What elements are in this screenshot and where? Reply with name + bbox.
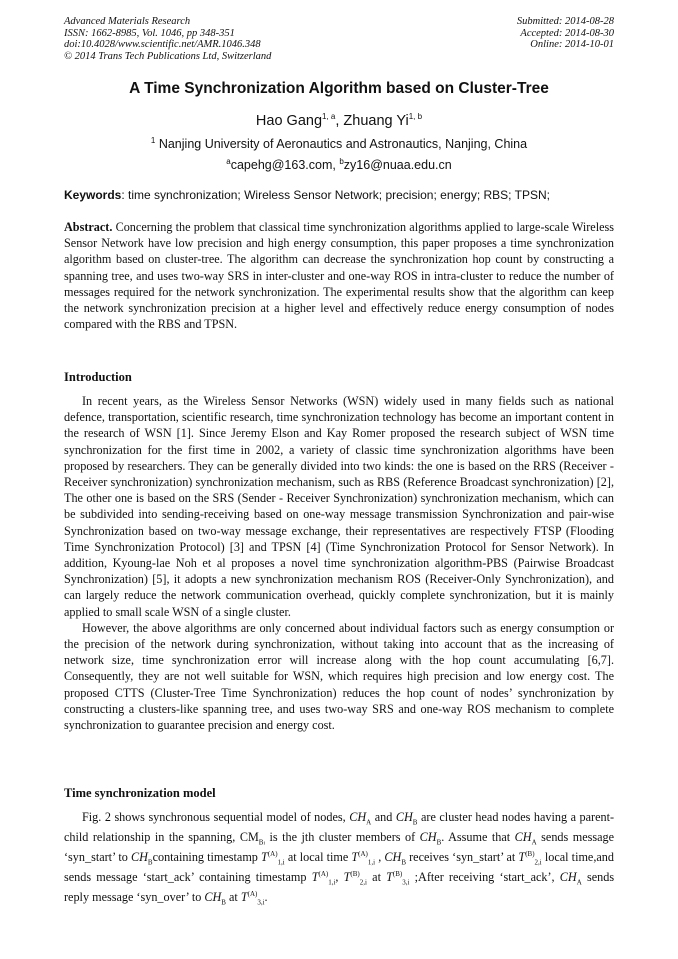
journal-copyright: © 2014 Trans Tech Publications Ltd, Switzerland: [64, 50, 272, 62]
symbol-ch-a: $CH_A$: [349, 810, 372, 827]
model-body: [64, 807, 614, 907]
affiliation-text: Nanjing University of Aeronautics and Astronautics, Nanjing, China: [158, 137, 528, 151]
journal-doi: doi:10.4028/www.scientific.net/AMR.1046.348: [64, 39, 261, 50]
online-date: Online: 2014-10-01: [530, 39, 614, 50]
email-list: $^a$capehg@163.com, $^b$zy16@nuaa.edu.cn: [226, 156, 452, 172]
abstract-text: Concerning the problem that classical time synchronization algorithms applied to large-scale Wireless Sensor Network have low precision and high energy consumption, this paper proposes a time synchronization algorithm based on cluster-tree. The algorithm can decrease the synchronization hop count by constructing a spanning tree, and uses two-way SRS in inter-cluster and one-way ROS in intra-cluster to reduce the number of messages required for the network synchronization. The experimental results show that the algorithm can keep the network synchronization precision at a higher level and effectively reduce energy consumption of nodes compared with the RBS and TPSN.: [64, 220, 614, 332]
keywords-label: Keywords: [64, 188, 122, 202]
symbol-t3-b: $T^{(B)}_{3,i}$: [386, 869, 410, 887]
introduction-body: [64, 393, 614, 733]
abstract: [64, 219, 614, 332]
author-sup: 1, a: [322, 112, 336, 122]
section-heading-model: Time synchronization model: [64, 786, 216, 800]
symbol-t3-a: $T^{(A)}_{3,i}$: [240, 889, 265, 907]
author-name: Zhuang Yi: [343, 113, 409, 129]
journal-header: [64, 16, 271, 62]
journal-name: Advanced Materials Research: [64, 16, 191, 27]
affiliation: [0, 137, 678, 151]
journal-issn: ISSN: 1662-8985, Vol. 1046, pp 348-351: [64, 27, 235, 39]
paragraph: In recent years, as the Wireless Sensor Networks (WSN) widely used in many fields such as national defence, transportation, scientific research, time synchronization technology has become an important content in the research of WSN [1]. Since Jeremy Elson and Kay Romer proposed the research subject of WSN time synchronization for the first time in 2002, a variety of classic time synchronization algorithms have been proposed by researchers. They can be generally divided into two kinds: the one is based on the RRS (Receiver - Receiver synchronization) synchronization mechanism, such as RBS (Reference Broadcast synchronization) [2], The other one is based on the SRS (Sender - Receiver Synchronization) synchronization mechanism, which can be subdivided into sending-receiving based on one-way message transmission Synchronization and pair-wise Synchronization based on two-way message exchange, their representatives are respectively FTSP (Flooding Time Synchronization Protocol) [3] and TPSN [4] (Time Synchronization Protocol for Sensor Network). In addition, Kyoung-lae Noh et al proposes a novel time synchronization algorithm-PBS (Pairwise Broadcast Synchronization) [5], it adopts a new synchronization mechanism ROS (Receiver-Only Synchronization), and can largely reduce the network communication overhead, quickly complete synchronization, but it is mainly applied to small scale WSN of a single cluster.: [64, 394, 614, 619]
keywords-text: : time synchronization; Wireless Sensor Network; precision; energy; RBS; TPSN;: [121, 188, 550, 202]
paragraph: However, the above algorithms are only concerned about individual factors such as energy consumption or the precision of the network during synchronization, without taking into account that as the increasing of network size, time synchronization error will increase along with the hop count accumulating [6,7]. Consequently, they are not well suitable for WSN, which requires high precision and low energy cost. The proposed CTTS (Cluster-Tree Time Synchronization) reduces the hop count of nodes’ synchronization by constructing a clusters-like spanning tree, and uses two-way SRS and one-way ROS mechanism to complete synchronization to guarantee precision and energy cost.: [64, 620, 614, 733]
paper-title: A Time Synchronization Algorithm based on Cluster-Tree: [129, 80, 549, 97]
email-link[interactable]: capehg@163.com: [230, 158, 333, 172]
symbol-t2-b: $T^{(B)}_{2,i}$: [343, 869, 367, 887]
symbol-t1-a: $T^{(A)}_{1,i}$: [311, 869, 336, 887]
symbol-ch-b: $CH_B$: [395, 810, 418, 827]
symbol-ch-b: $CH_B$: [204, 890, 226, 907]
symbol-ch-a: $CH_A$: [514, 830, 537, 847]
symbol-t2-b: $T^{(B)}_{2,i}$: [518, 849, 542, 867]
email-link[interactable]: zy16@nuaa.edu.cn: [343, 158, 452, 172]
author-list: Hao Gang$^{1, a}$, Zhuang Yi$^{1, b}$: [255, 112, 423, 129]
email-sup: a: [226, 156, 231, 166]
symbol-ch-b: $CH_B$: [419, 830, 442, 847]
symbol-ch-a: $CH_A$: [559, 870, 582, 887]
submitted-date: Submitted: 2014-08-28: [516, 16, 614, 27]
keywords: [64, 188, 616, 202]
author-name: Hao Gang: [255, 113, 323, 129]
symbol-t1-a: $T^{(A)}_{1,i}$: [351, 849, 376, 867]
email-sup: b: [339, 156, 344, 166]
affiliation-sup: 1: [150, 135, 156, 145]
author-sup: 1, b: [408, 112, 423, 122]
symbol-ch-b: $CH_B$: [384, 850, 406, 867]
section-heading-introduction: Introduction: [64, 370, 132, 384]
paragraph: Fig. 2 shows synchronous sequential model of nodes, $CH_A$ and $CH_B$ are cluster head nodes having a parent-child relationship in the spanning, $CM_{Bi}$ is the jth cluster members of $CH_B$. Assume that $CH_A$ sends message ‘syn_start’ to $CH_Bcontaining$ timestamp $T^{(A)}_{1,i}$ at local time $T^{(A)}_{1,i}$ , $CH_B$ receives ‘syn_start’ at $T^{(B)}_{2,i}$ local time,and sends message ‘start_ack’ containing timestamp $T^{(A)}_{1,i}$, $T^{(B)}_{2,i}$ at $T^{(B)}_{3,i}$ ;After receiving ‘start_ack’, $CH_A$ sends reply message ‘syn_over’ to $CH_B$ at $T^{(A)}_{3,i}$.: [64, 810, 615, 907]
symbol-cm-bi: $CM_{Bi}$: [239, 830, 265, 847]
symbol-ch-b: $CH_B$: [130, 850, 153, 867]
symbol-t1-a: $T^{(A)}_{1,i}$: [261, 849, 285, 867]
accepted-date: Accepted: 2014-08-30: [520, 27, 614, 39]
dates-header: [517, 16, 614, 51]
abstract-label: Abstract.: [64, 220, 113, 234]
